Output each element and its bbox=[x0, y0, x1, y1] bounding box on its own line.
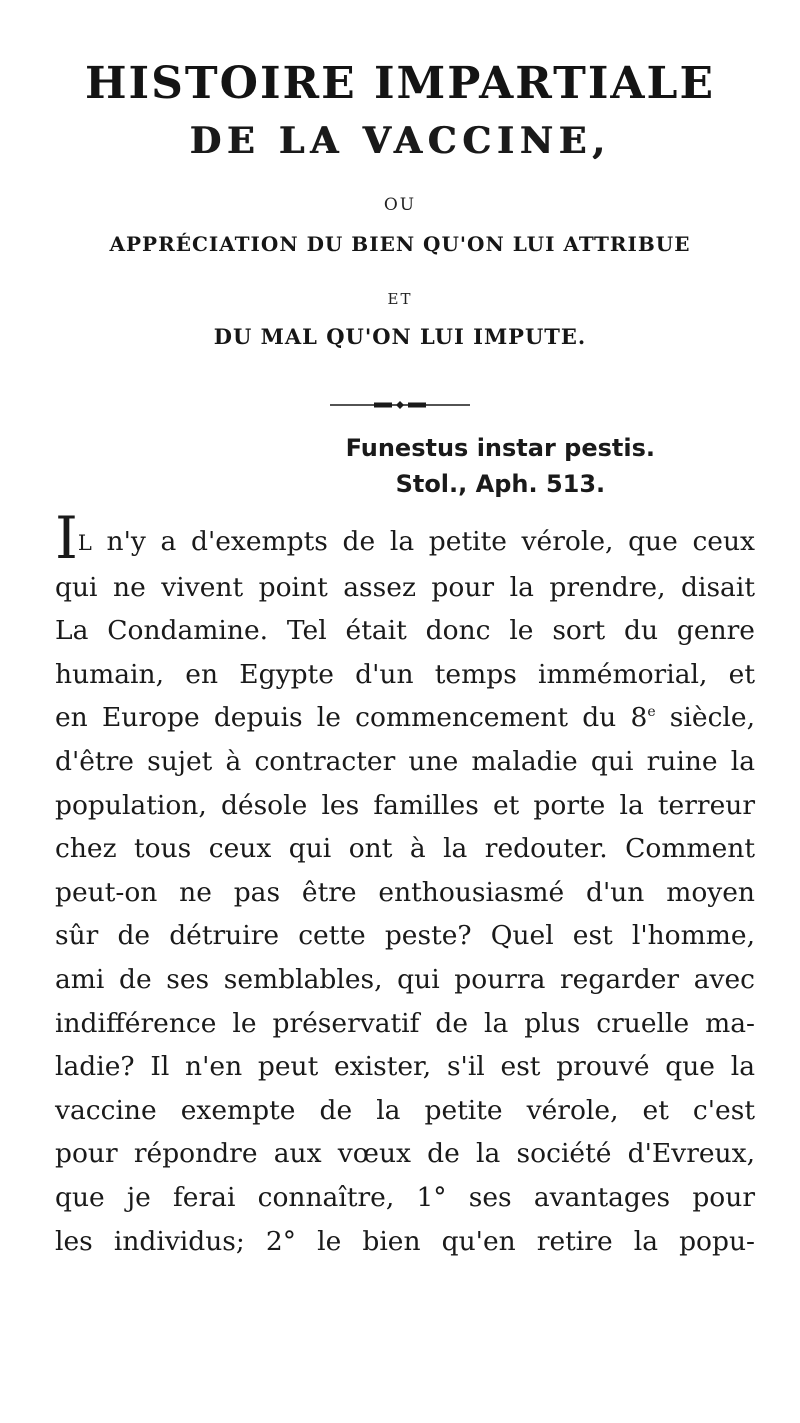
title-conjunction-ou: OU bbox=[383, 195, 417, 215]
body-line-9: peut-on ne pas être enthousiasmé d'un moyen bbox=[55, 876, 755, 908]
body-line-8: chez tous ceux qui ont à la redouter. Comment bbox=[55, 833, 755, 865]
body-line-13: ladie? Il n'en peut exister, s'il est prouvé que la bbox=[55, 1051, 755, 1083]
body-line-16: que je ferai connaître, 1° ses avantages pour bbox=[55, 1181, 755, 1213]
title-conjunction-et: ET bbox=[387, 290, 413, 308]
subtitle-line-2: DU MAL QU'ON LUI IMPUTE. bbox=[213, 324, 587, 349]
body-line-4: humain, en Egypte d'un temps immémorial, et bbox=[55, 658, 755, 690]
body-line-5: en Europe depuis le commencement du 8e siècle, bbox=[55, 702, 755, 734]
body-line-7: population, désole les familles et porte la terreur bbox=[55, 789, 755, 821]
ornamental-divider bbox=[330, 399, 470, 411]
subtitle-line-1: APPRÉCIATION DU BIEN QU'ON LUI ATTRIBUE bbox=[109, 232, 691, 256]
body-line-11: ami de ses semblables, qui pourra regarder avec bbox=[55, 963, 755, 995]
epigraph bbox=[346, 430, 655, 502]
century-superscript: e bbox=[647, 704, 656, 721]
body-line-12: indifférence le préservatif de la plus cruelle ma- bbox=[55, 1007, 755, 1039]
body-line-3: La Condamine. Tel était donc le sort du genre bbox=[55, 615, 755, 647]
drop-cap: I bbox=[55, 504, 78, 572]
epigraph-source: Stol., Aph. 513. bbox=[395, 470, 606, 498]
book-title: HISTOIRE IMPARTIALE bbox=[84, 58, 716, 109]
body-paragraph bbox=[55, 504, 755, 1263]
body-line-15: pour répondre aux vœux de la société d'Evreux, bbox=[55, 1138, 755, 1170]
body-line-17: les individus; 2° le bien qu'en retire la popu- bbox=[55, 1225, 755, 1257]
body-line-14: vaccine exempte de la petite vérole, et c'est bbox=[55, 1094, 755, 1126]
body-line-6: d'être sujet à contracter une maladie qui ruine la bbox=[55, 745, 755, 777]
body-line-2: qui ne vivent point assez pour la prendre, disait bbox=[55, 571, 755, 603]
book-title-gothic: DE LA VACCINE, bbox=[189, 120, 611, 162]
epigraph-quote: Funestus instar pestis. bbox=[345, 434, 655, 462]
body-line-1: IL n'y a d'exempts de la petite vérole, que ceux bbox=[55, 504, 755, 572]
body-line-10: sûr de détruire cette peste? Quel est l'homme, bbox=[55, 920, 755, 952]
drop-cap-continuation: L bbox=[77, 531, 92, 555]
